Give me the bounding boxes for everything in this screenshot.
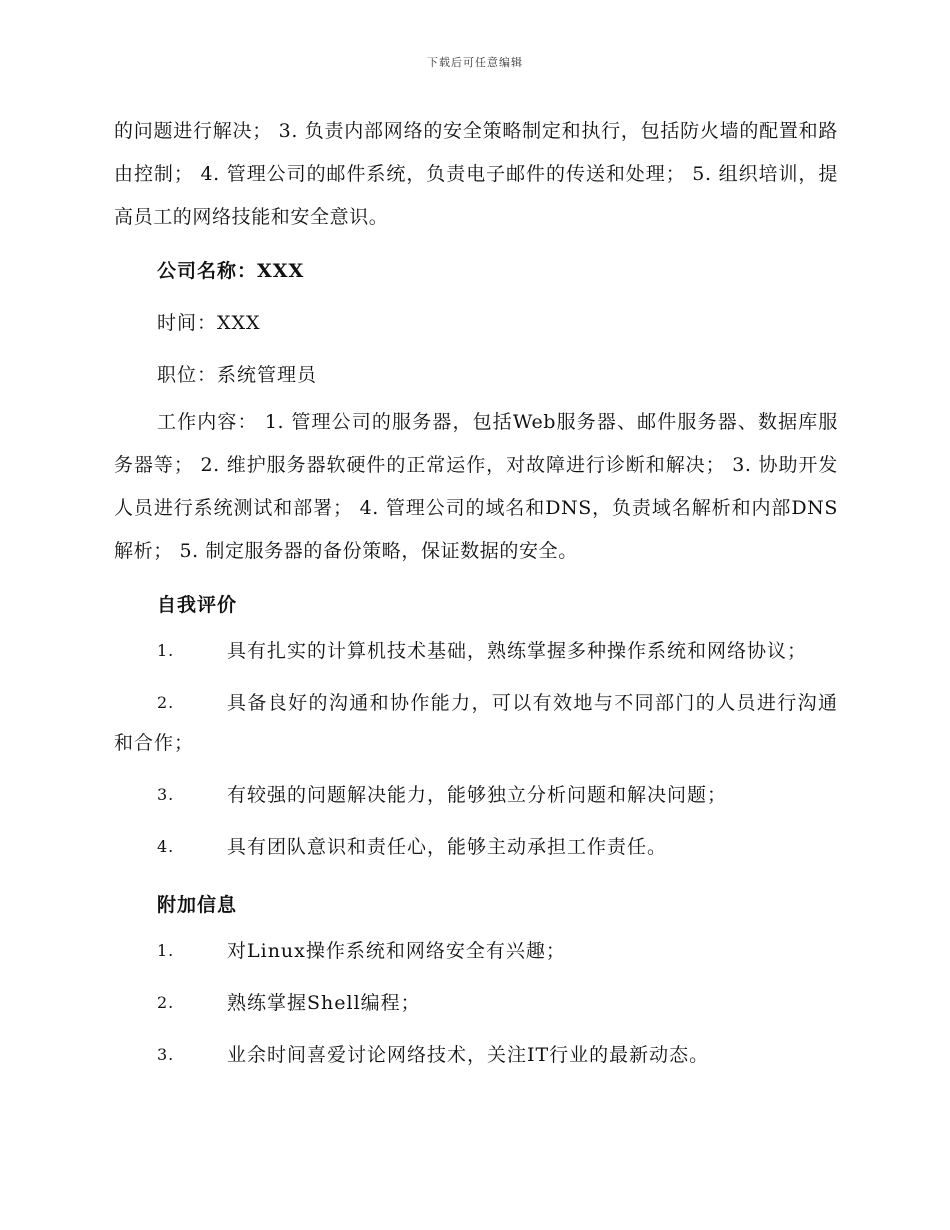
self-eval-heading: 自我评价 [157,594,238,616]
list-text: 业余时间喜爱讨论网络技术，关注IT行业的最新动态。 [227,1044,710,1066]
list-number: 1. [157,941,175,960]
list-text: 具有扎实的计算机技术基础，熟练掌握多种操作系统和网络协议； [227,640,808,662]
list-item [114,683,838,763]
list-text: 有较强的问题解决能力，能够独立分析问题和解决问题； [227,784,728,806]
additional-heading: 附加信息 [157,894,238,916]
additional-list [114,931,838,1075]
list-number: 1. [157,641,175,660]
self-eval-list [114,631,838,867]
list-number: 2. [157,693,175,712]
list-number: 4. [157,837,175,856]
list-number: 3. [157,785,175,804]
list-number: 3. [157,1045,175,1064]
document-body [114,110,838,1087]
list-text: 具备良好的沟通和协作能力，可以有效地与不同部门的人员进行沟通和合作； [114,692,838,754]
list-text: 具有团队意识和责任心，能够主动承担工作责任。 [227,836,668,858]
job-time: 时间：XXX [157,312,261,334]
list-item [114,631,838,671]
list-text: 熟练掌握Shell编程； [227,992,421,1014]
list-number: 2. [157,993,175,1012]
company-name: 公司名称：XXX [157,260,305,282]
intro-paragraph: 的问题进行解决； 3. 负责内部网络的安全策略制定和执行，包括防火墙的配置和路由控制； 4. 管理公司的邮件系统，负责电子邮件的传送和处理； 5. 组织培训，提高员工的网络技能和安全意识。 [114,120,838,228]
list-item [114,775,838,815]
list-item [114,1035,838,1075]
list-item [114,983,838,1023]
list-text: 对Linux操作系统和网络安全有兴趣； [227,940,566,962]
job-position: 职位：系统管理员 [157,364,318,386]
header-note: 下载后可任意编辑 [427,56,523,69]
list-item [114,827,838,867]
job-content: 工作内容： 1. 管理公司的服务器，包括Web服务器、邮件服务器、数据库服务器等； 2. 维护服务器软硬件的正常运作，对故障进行诊断和解决； 3. 协助开发人员进行系统测试和部署； 4. 管理公司的域名和DNS，负责域名解析和内部DNS解析； 5. 制定服务器的备份策略，保证数据的安全。 [114,411,838,562]
list-item [114,931,838,971]
